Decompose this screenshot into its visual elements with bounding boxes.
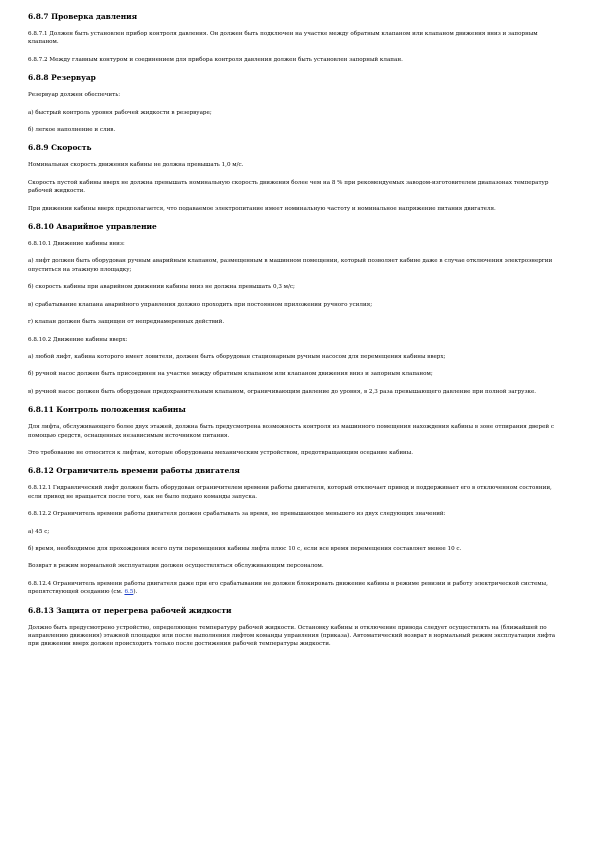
section-heading: 6.8.7 Проверка давления — [28, 12, 138, 21]
paragraph: а) 45 с; — [28, 528, 50, 535]
paragraph: Возврат в режим нормальной эксплуатации должен осуществляться обслуживающим персоналом. — [28, 563, 324, 570]
section-heading: 6.8.13 Защита от перегрева рабочей жидкости — [28, 605, 232, 615]
paragraph: а) лифт должен быть оборудован ручным аварийным клапаном, размещенным в машинном помещении, который позволяет кабине даже в случае отключения электроэнергии опуститься на этажную площадку; — [28, 258, 553, 273]
paragraph: 6.8.12.2 Ограничитель времени работы двигателя должен срабатывать за время, не превышающее меньшего из двух следующих значений: — [28, 511, 446, 518]
paragraph: Должно быть предусмотрено устройство, определяющее температуру рабочей жидкости. Остановку кабины и отключение привода следует осуществлять на (ближайшей по направлению движения) этажной площадке или после выполнения лифтом команды управления (приказа). Автоматический возврат в нормальный режим эксплуатации лифта при движении вверх должен происходить только после достижения рабочей температуры жидкости. — [28, 624, 556, 648]
paragraph: 6.8.7.1 Должен быть установлен прибор контроля давления. Он должен быть подключен на участке между обратным клапаном или клапаном движения вниз и запорным клапаном. — [28, 31, 538, 46]
paragraph: Это требование не относится к лифтам, которые оборудованы механическим устройством, предотвращающим оседание кабины. — [28, 449, 414, 456]
section-heading: 6.8.12 Ограничитель времени работы двигателя — [28, 466, 240, 476]
paragraph-text: 6.8.12.4 Ограничитель времени работы двигателя даже при его срабатывании не должен блокировать движение кабины в режиме ревизии и работу электрической системы, препятствующей оседанию (см. — [28, 580, 548, 596]
section-heading: 6.8.8 Резервуар — [28, 73, 96, 83]
paragraph: Резервуар должен обеспечить: — [28, 92, 121, 99]
paragraph-with-link — [28, 580, 567, 597]
paragraph: Номинальная скорость движения кабины не должна превышать 1,0 м/с. — [28, 162, 244, 169]
paragraph: 6.8.10.1 Движение кабины вниз: — [28, 241, 125, 248]
paragraph-text: ). — [133, 589, 138, 596]
section-heading: 6.8.10 Аварийное управление — [28, 222, 157, 232]
paragraph: Для лифта, обслуживающего более двух этажей, должна быть предусмотрена возможность контроля из машинного помещения нахождения кабины в зоне отпирания дверей с помощью средств, оснащенных независимым источником питания. — [28, 424, 555, 439]
paragraph: а) быстрый контроль уровня рабочей жидкости в резервуаре; — [28, 109, 212, 116]
paragraph: а) любой лифт, кабина которого имеет ловители, должен быть оборудован стационарным ручным насосом для перемещения кабины вверх; — [28, 353, 446, 360]
paragraph: 6.8.10.2 Движение кабины вверх: — [28, 336, 128, 343]
paragraph: Скорость пустой кабины вверх не должна превышать номинальную скорость движения более чем на 8 % при рекомендуемых заводом-изготовителем диапазонах температур рабочей жидкости. — [28, 179, 549, 195]
paragraph: 6.8.7.2 Между главным контуром и соединением для прибора контроля давления должен быть установлен запорный клапан. — [28, 56, 403, 63]
section-heading: 6.8.9 Скорость — [28, 143, 92, 153]
section-reference-link[interactable]: 6.5 — [124, 589, 134, 596]
paragraph: 6.8.12.1 Гидравлический лифт должен быть оборудован ограничителем времени работы двигателя, который отключает привод и поддерживает его в отключенном состоянии, если привод не вращается после того, как не было подано команды запуска. — [28, 485, 552, 500]
paragraph: г) клапан должен быть защищен от непреднамеренных действий. — [28, 319, 225, 326]
paragraph: в) срабатывание клапана аварийного управления должно проходить при постоянном приложении ручного усилия; — [28, 301, 373, 308]
section-heading: 6.8.11 Контроль положения кабины — [28, 405, 186, 415]
paragraph: При движении кабины вверх предполагается, что подаваемое электропитание имеет номинальную частоту и номинальное напряжение питания двигателя. — [28, 205, 496, 212]
paragraph: в) ручной насос должен быть оборудован предохранительным клапаном, ограничивающим давление до уровня, в 2,3 раза превышающего давление при полной загрузке. — [28, 388, 537, 395]
paragraph: б) время, необходимое для прохождения всего пути перемещения кабины лифта плюс 10 с, если все время перемещения составляет менее 10 с. — [28, 545, 462, 552]
paragraph: б) легкое наполнение и слив. — [28, 127, 116, 134]
paragraph: б) ручной насос должен быть присоединен на участке между обратным клапаном или клапаном движения вниз и запорным клапаном; — [28, 371, 433, 378]
paragraph: б) скорость кабины при аварийном движении кабины вниз не должна превышать 0,3 м/с; — [28, 284, 295, 291]
